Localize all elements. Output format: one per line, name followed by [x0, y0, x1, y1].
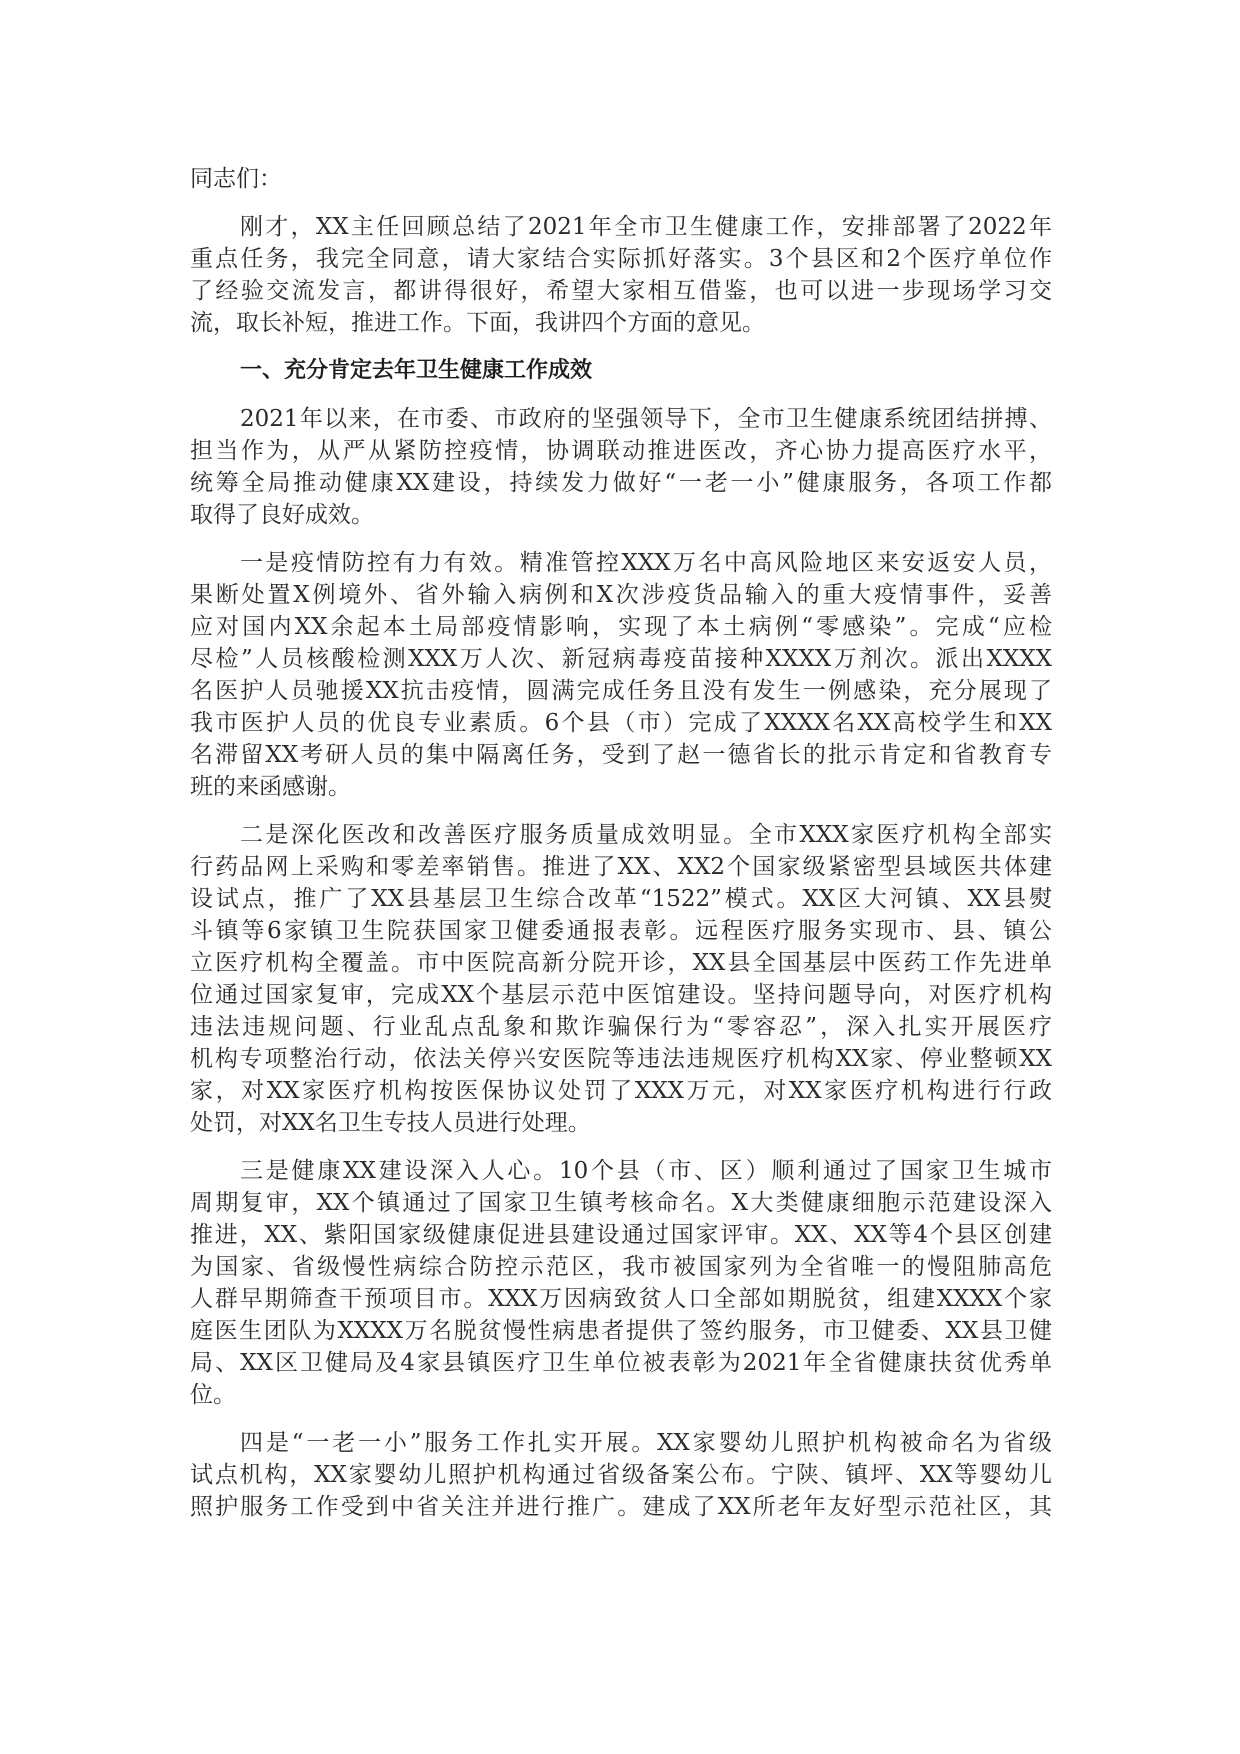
paragraph-line: 位。: [190, 1382, 236, 1408]
paragraph-line: 果断处置X例境外、省外输入病例和X次涉疫货品输入的重大疫情事件，妥善: [190, 582, 1052, 608]
paragraph-line: 2021年以来，在市委、市政府的坚强领导下，全市卫生健康系统团结拼搏、: [240, 406, 1052, 432]
paragraph-line: 刚才，XX主任回顾总结了2021年全市卫生健康工作，安排部署了2022年: [240, 214, 1052, 240]
paragraph-line: 了经验交流发言，都讲得很好，希望大家相互借鉴，也可以进一步现场学习交: [190, 278, 1052, 304]
paragraph-line: 局、XX区卫健局及4家县镇医疗卫生单位被表彰为2021年全省健康扶贫优秀单: [190, 1350, 1052, 1376]
body-paragraph: [190, 211, 1052, 339]
paragraph-line: 一是疫情防控有力有效。精准管控XXX万名中高风险地区来安返安人员，: [240, 550, 1052, 576]
paragraph-line: 四是“一老一小”服务工作扎实开展。XX家婴幼儿照护机构被命名为省级: [240, 1430, 1052, 1456]
paragraph-line: 我市医护人员的优良专业素质。6个县（市）完成了XXXX名XX高校学生和XX: [190, 710, 1052, 736]
paragraph-line: 人群早期筛查干预项目市。XXX万因病致贫人口全部如期脱贫，组建XXXX个家: [190, 1286, 1052, 1312]
document-body: [190, 211, 1052, 1523]
body-paragraph: [190, 403, 1052, 531]
paragraph-line: 试点机构，XX家婴幼儿照护机构通过省级备案公布。宁陕、镇坪、XX等婴幼儿: [190, 1462, 1052, 1488]
paragraph-line: 名滞留XX考研人员的集中隔离任务，受到了赵一德省长的批示肯定和省教育专: [190, 742, 1052, 768]
paragraph-line: 取得了良好成效。: [190, 502, 374, 528]
paragraph-line: 庭医生团队为XXXX万名脱贫慢性病患者提供了签约服务，市卫健委、XX县卫健: [190, 1318, 1052, 1344]
section-heading: [190, 355, 1052, 387]
salutation: [190, 163, 1052, 195]
paragraph-line: 处罚，对XX名卫生专技人员进行处理。: [190, 1110, 591, 1136]
paragraph-line: 统筹全局推动健康XX建设，持续发力做好“一老一小”健康服务，各项工作都: [190, 470, 1052, 496]
paragraph-line: 应对国内XX余起本土局部疫情影响，实现了本土病例“零感染”。完成“应检: [190, 614, 1052, 640]
paragraph-line: 周期复审，XX个镇通过了国家卫生镇考核命名。X大类健康细胞示范建设深入: [190, 1190, 1052, 1216]
body-paragraph: [190, 1427, 1052, 1523]
paragraph-line: 违法违规问题、行业乱点乱象和欺诈骗保行为“零容忍”，深入扎实开展医疗: [190, 1014, 1052, 1040]
paragraph-line: 立医疗机构全覆盖。市中医院高新分院开诊，XX县全国基层中医药工作先进单: [190, 950, 1052, 976]
paragraph-line: 三是健康XX建设深入人心。10个县（市、区）顺利通过了国家卫生城市: [240, 1158, 1052, 1184]
paragraph-line: 重点任务，我完全同意，请大家结合实际抓好落实。3个县区和2个医疗单位作: [190, 246, 1052, 272]
paragraph-line: 位通过国家复审，完成XX个基层示范中医馆建设。坚持问题导向，对医疗机构: [190, 982, 1052, 1008]
paragraph-line: 斗镇等6家镇卫生院获国家卫健委通报表彰。远程医疗服务实现市、县、镇公: [190, 918, 1052, 944]
paragraph-line: 行药品网上采购和零差率销售。推进了XX、XX2个国家级紧密型县域医共体建: [190, 854, 1052, 880]
salutation-text: 同志们：: [190, 166, 282, 192]
paragraph-line: 名医护人员驰援XX抗击疫情，圆满完成任务且没有发生一例感染，充分展现了: [190, 678, 1052, 704]
paragraph-line: 尽检”人员核酸检测XXX万人次、新冠病毒疫苗接种XXXX万剂次。派出XXXX: [190, 646, 1052, 672]
paragraph-line: 推进，XX、紫阳国家级健康促进县建设通过国家评审。XX、XX等4个县区创建: [190, 1222, 1052, 1248]
paragraph-line: 流，取长补短，推进工作。下面，我讲四个方面的意见。: [190, 310, 765, 336]
paragraph-line: 家，对XX家医疗机构按医保协议处罚了XXX万元，对XX家医疗机构进行行政: [190, 1078, 1052, 1104]
body-paragraph: [190, 819, 1052, 1139]
paragraph-line: 班的来函感谢。: [190, 774, 351, 800]
paragraph-line: 设试点，推广了XX县基层卫生综合改革“1522”模式。XX区大河镇、XX县熨: [190, 886, 1052, 912]
paragraph-line: 机构专项整治行动，依法关停兴安医院等违法违规医疗机构XX家、停业整顿XX: [190, 1046, 1052, 1072]
heading-text: 一、充分肯定去年卫生健康工作成效: [240, 358, 593, 383]
paragraph-line: 二是深化医改和改善医疗服务质量成效明显。全市XXX家医疗机构全部实: [240, 822, 1052, 848]
body-paragraph: [190, 1155, 1052, 1411]
paragraph-line: 为国家、省级慢性病综合防控示范区，我市被国家列为全省唯一的慢阻肺高危: [190, 1254, 1052, 1280]
paragraph-line: 担当作为，从严从紧防控疫情，协调联动推进医改，齐心协力提高医疗水平，: [190, 438, 1052, 464]
paragraph-line: 照护服务工作受到中省关注并进行推广。建成了XX所老年友好型示范社区，其: [190, 1494, 1052, 1520]
document-page: [190, 163, 1052, 1539]
body-paragraph: [190, 547, 1052, 803]
